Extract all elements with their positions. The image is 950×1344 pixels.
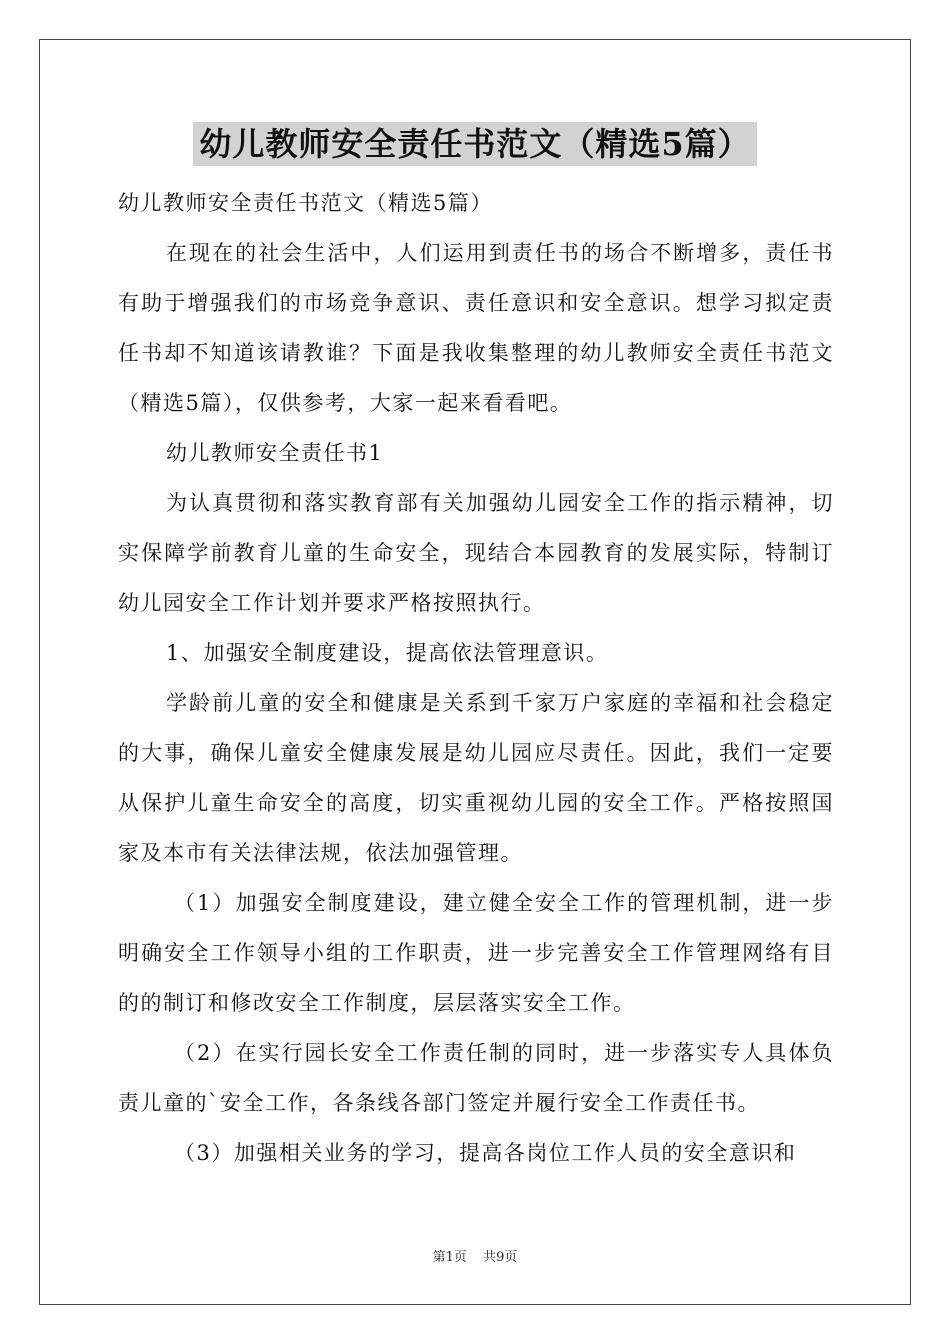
document-body: [118, 178, 834, 1178]
page-number: 第1页: [432, 1250, 467, 1265]
paragraph: 学龄前儿童的安全和健康是关系到千家万户家庭的幸福和社会稳定的大事，确保儿童安全健康发展是幼儿园应尽责任。因此，我们一定要从保护儿童生命安全的高度，切实重视幼儿园的安全工作。严格按照国家及本市有关法律法规，依法加强管理。: [118, 691, 834, 865]
document-title: 幼儿教师安全责任书范文（精选5篇）: [193, 122, 756, 166]
section-heading: 幼儿教师安全责任书1: [166, 441, 384, 465]
paragraph: 为认真贯彻和落实教育部有关加强幼儿园安全工作的指示精神，切实保障学前教育儿童的生命安全，现结合本园教育的发展实际，特制订幼儿园安全工作计划并要求严格按照执行。: [118, 491, 834, 615]
page-footer: [0, 1246, 950, 1265]
paragraph: 在现在的社会生活中，人们运用到责任书的场合不断增多，责任书有助于增强我们的市场竞争意识、责任意识和安全意识。想学习拟定责任书却不知道该请教谁？下面是我收集整理的幼儿教师安全责任书范文（精选5篇），仅供参考，大家一起来看看吧。: [118, 241, 834, 415]
title-wrap: [0, 122, 950, 166]
paragraph: （2）在实行园长安全工作责任制的同时，进一步落实专人具体负责儿童的`安全工作，各条线各部门签定并履行安全工作责任书。: [118, 1041, 834, 1115]
paragraph: （1）加强安全制度建设，建立健全安全工作的管理机制，进一步明确安全工作领导小组的工作职责，进一步完善安全工作管理网络有目的的制订和修改安全工作制度，层层落实安全工作。: [118, 891, 834, 1015]
paragraph: 幼儿教师安全责任书范文（精选5篇）: [118, 191, 493, 215]
paragraph: （3）加强相关业务的学习，提高各岗位工作人员的安全意识和: [174, 1141, 797, 1165]
paragraph: 1、加强安全制度建设，提高依法管理意识。: [166, 641, 609, 665]
page-total: 共9页: [483, 1250, 518, 1265]
